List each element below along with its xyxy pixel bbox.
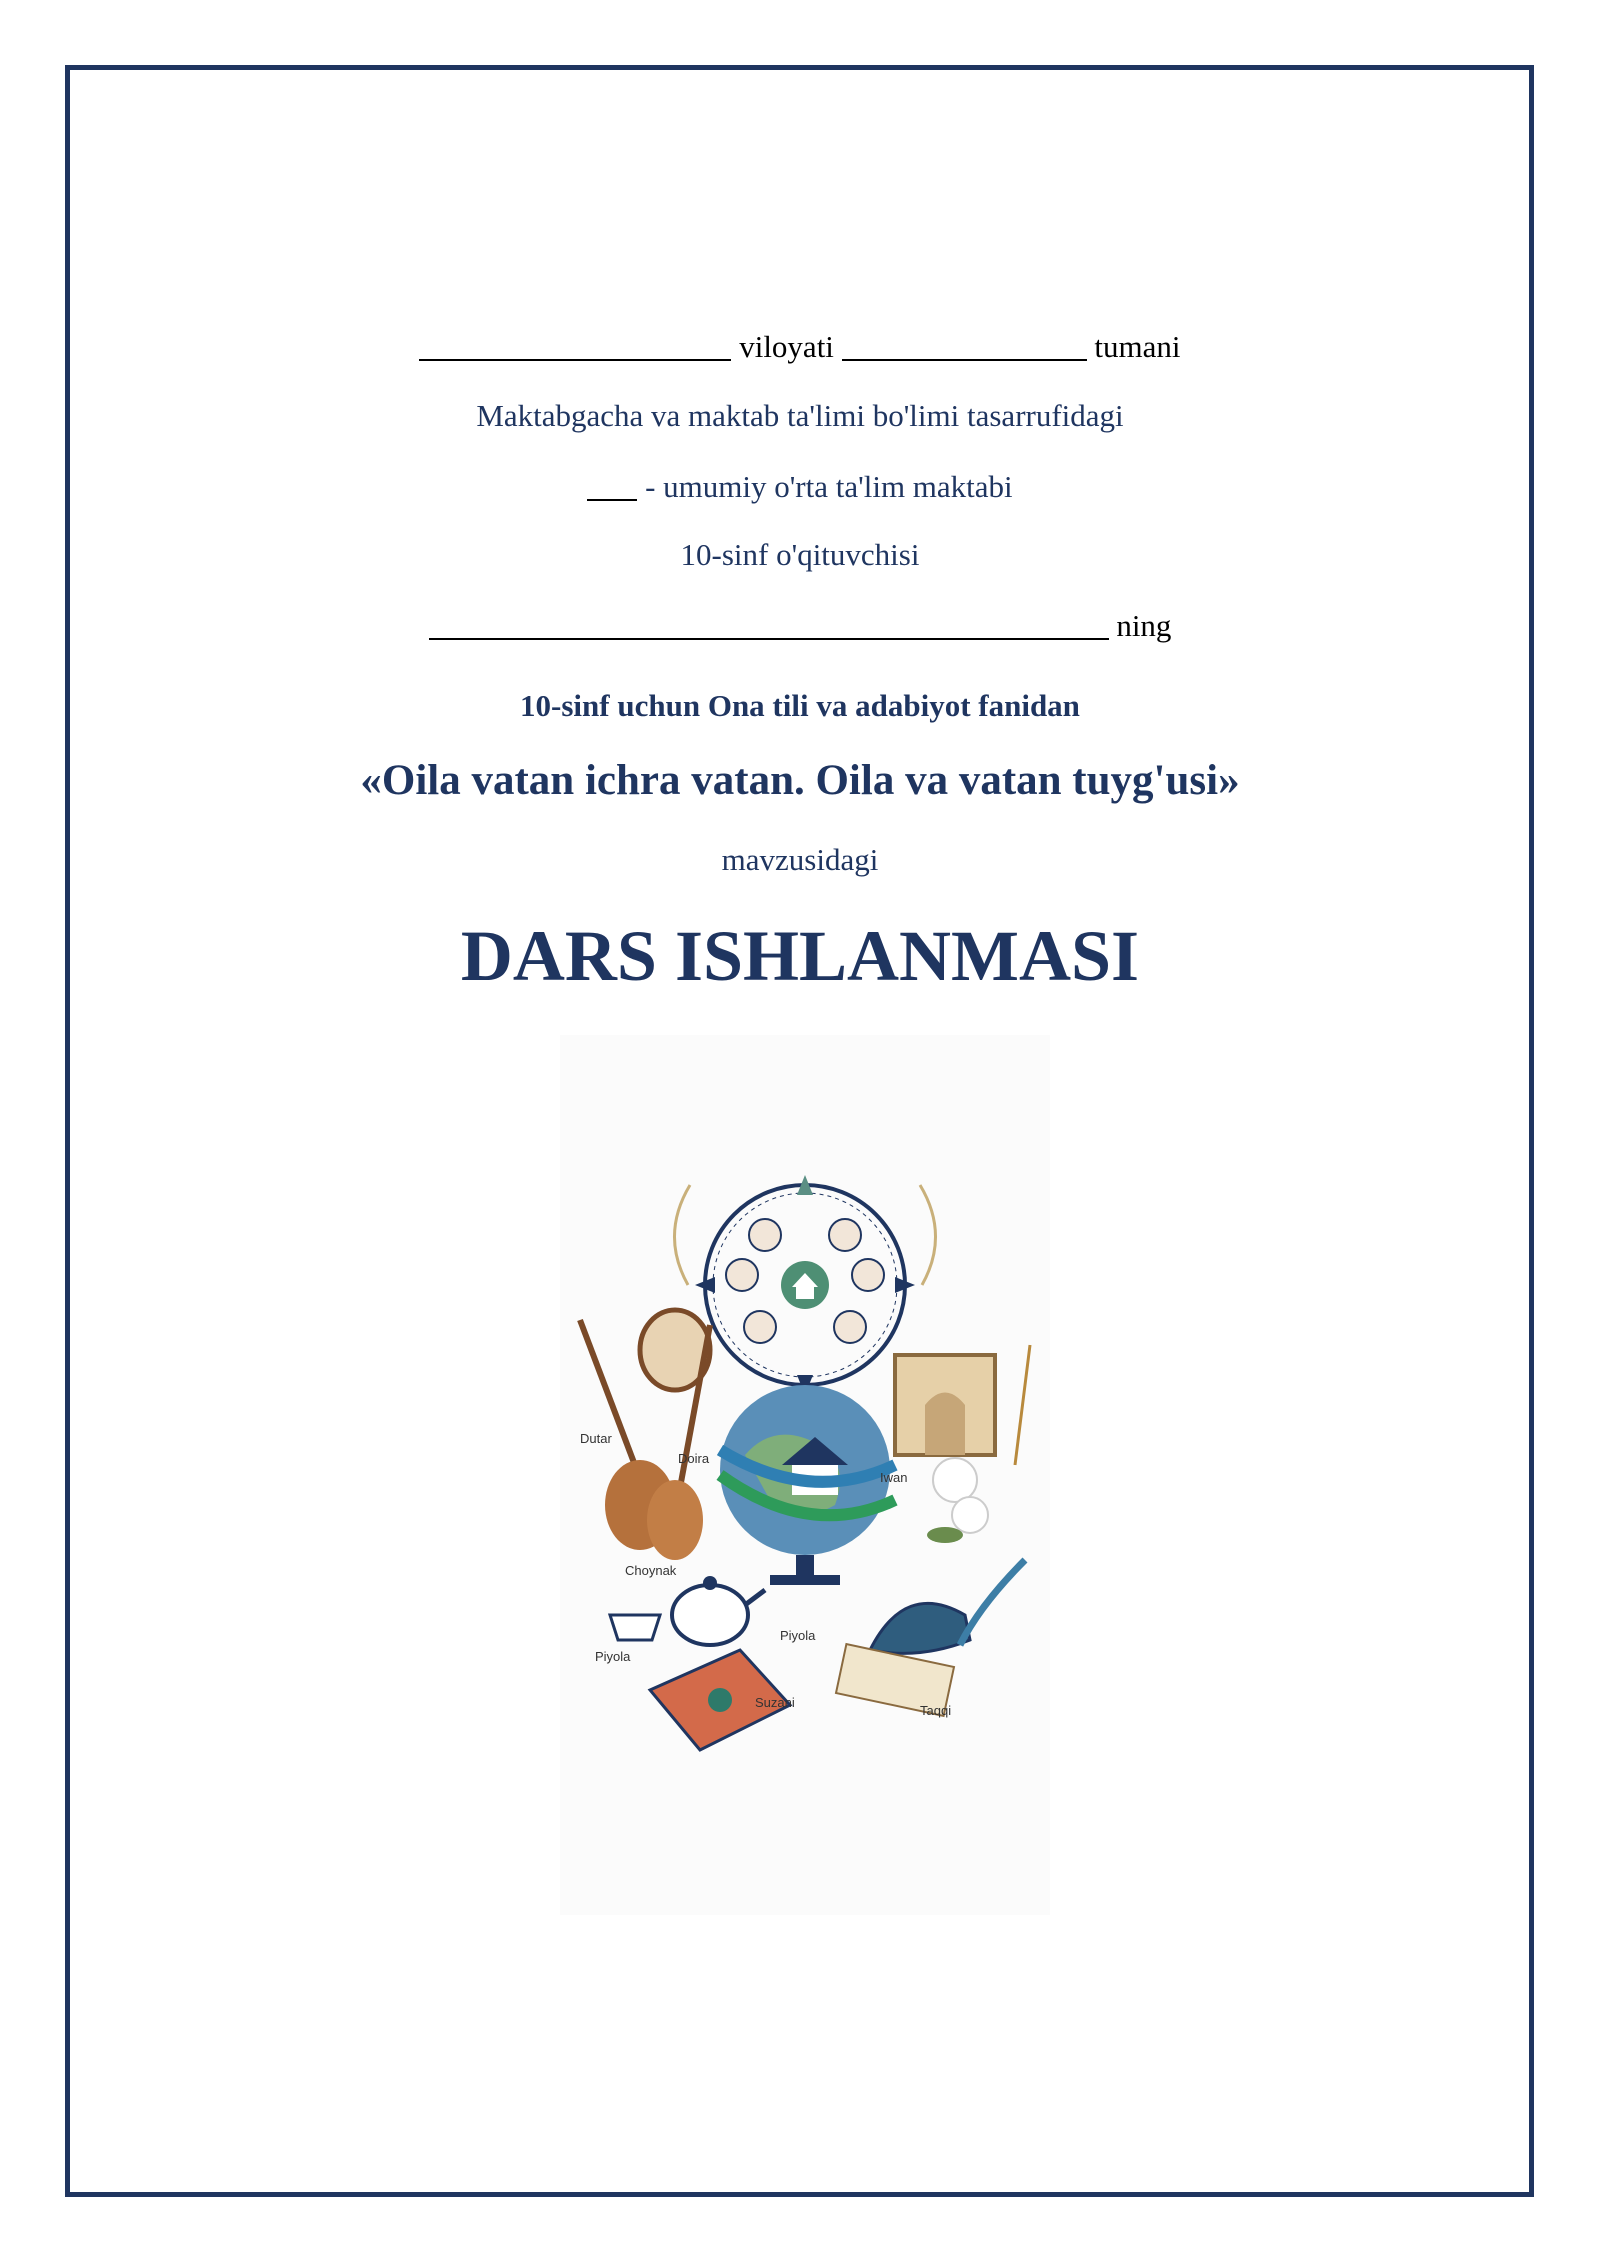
teacher-name-blank[interactable]	[429, 607, 1109, 640]
region-blank[interactable]	[419, 328, 731, 361]
district-label: tumani	[1094, 329, 1181, 364]
cotton-icon	[933, 1458, 977, 1502]
family-member-icon	[744, 1311, 776, 1343]
globe-stand	[770, 1575, 840, 1585]
school-number-blank[interactable]	[587, 468, 637, 501]
subject-line: 10-sinf uchun Ona tili va adabiyot fanidan	[520, 688, 1080, 723]
department-line: Maktabgacha va maktab ta'limi bo'limi tasarrufidagi	[476, 398, 1124, 433]
choynak-icon	[672, 1585, 748, 1645]
teacher-name-line	[0, 607, 1600, 644]
piyola-left-label: Piyola	[595, 1649, 631, 1664]
suzani-label: Suzani	[755, 1695, 795, 1710]
doira-label: Doira	[678, 1451, 710, 1466]
family-member-icon	[726, 1259, 758, 1291]
school-line	[0, 468, 1600, 505]
piyola-right-label: Piyola	[780, 1628, 816, 1643]
family-member-icon	[749, 1219, 781, 1251]
dutar-label: Dutar	[580, 1431, 612, 1446]
school-label: - umumiy o'rta ta'lim maktabi	[645, 469, 1013, 504]
lesson-topic: «Oila vatan ichra vatan. Oila va vatan tuyg'usi»	[360, 757, 1240, 804]
family-member-icon	[852, 1259, 884, 1291]
family-member-icon	[829, 1219, 861, 1251]
iwan-label: Iwan	[880, 1470, 908, 1485]
teacher-role-line: 10-sinf o'qituvchisi	[680, 537, 920, 572]
choynak-label: Choynak	[625, 1563, 677, 1578]
taqqi-label: Taqqi	[920, 1703, 952, 1718]
region-label: viloyati	[739, 329, 834, 364]
district-blank[interactable]	[842, 328, 1087, 361]
cover-illustration	[560, 1035, 1050, 1915]
topic-suffix: mavzusidagi	[721, 842, 879, 877]
document-title: DARS ISHLANMASI	[460, 916, 1140, 996]
family-member-icon	[834, 1311, 866, 1343]
region-district-line	[0, 328, 1600, 365]
piyola-icon	[610, 1615, 660, 1640]
name-suffix: ning	[1116, 608, 1172, 643]
